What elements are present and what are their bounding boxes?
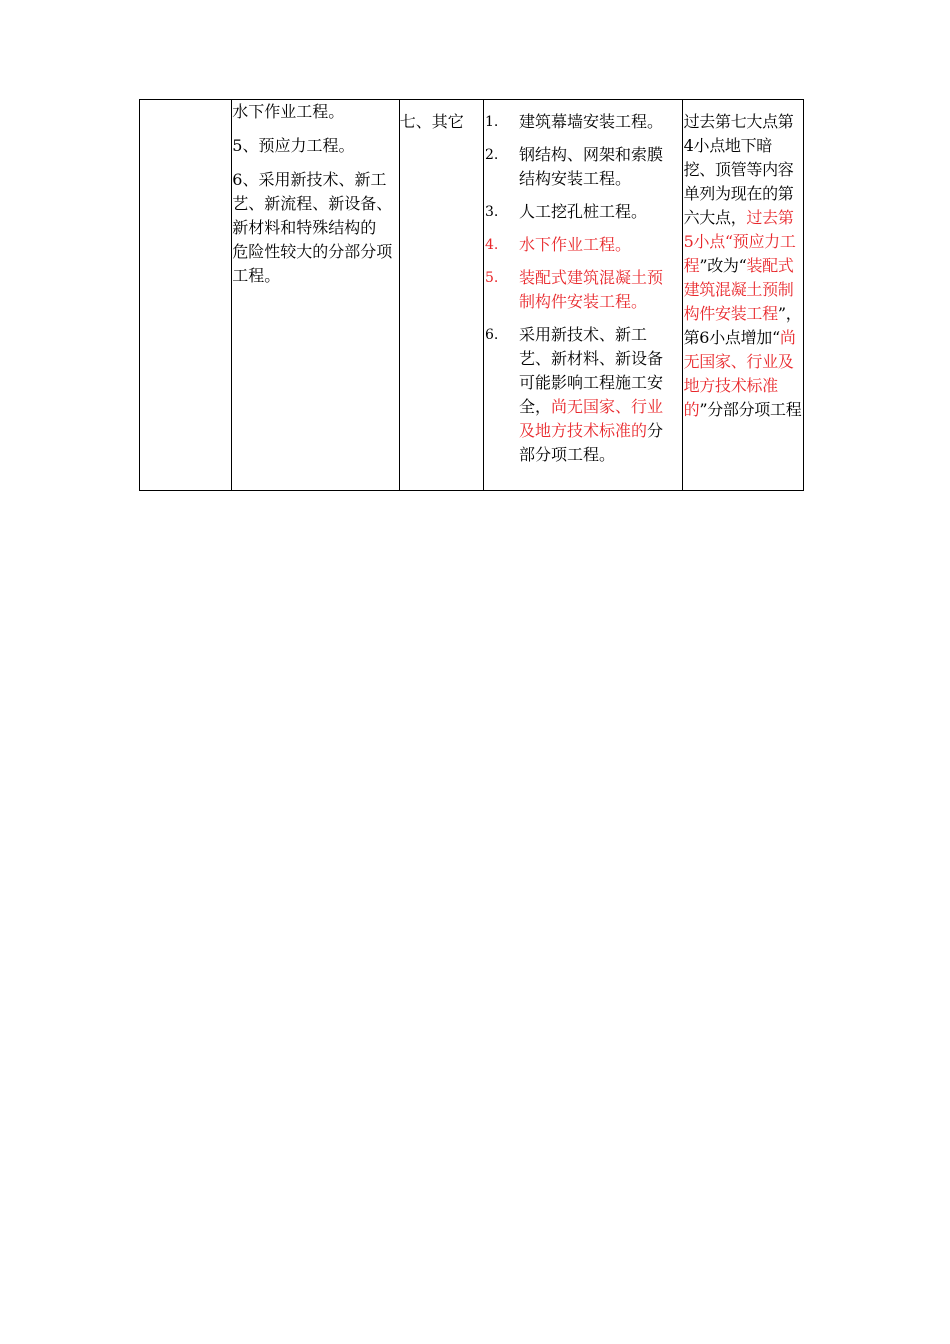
original-item-line: 5、预应力工程。 bbox=[232, 136, 355, 155]
table-cell-original-items bbox=[232, 100, 400, 491]
note-text: ”改为“ bbox=[699, 256, 747, 275]
list-text bbox=[519, 323, 682, 467]
list-number: 1. bbox=[485, 114, 499, 130]
list-text: 建筑幕墙安装工程。 bbox=[519, 112, 664, 131]
note-highlight: 尚无国家、行业及地方技术标准的 bbox=[683, 328, 796, 419]
table-cell-notes bbox=[682, 100, 803, 491]
table-cell-new-items bbox=[484, 100, 683, 491]
note-text: ”分部分项工程 bbox=[699, 400, 802, 419]
note-text: 过去第七大点第4小点地下暗挖、顶管等内容单列为现在的第六大点， bbox=[683, 112, 794, 227]
table-cell-category bbox=[399, 100, 483, 491]
original-item-line: 6、采用新技术、新工艺、新流程、新设备、新材料和特殊结构的 危险性较大的分部分项工程。 bbox=[232, 170, 393, 285]
list-item bbox=[484, 266, 682, 314]
list-text-part: 采用新技术、新工艺、新材料、新设备可能影响工程施工安全， bbox=[519, 325, 664, 416]
table-cell-empty bbox=[140, 100, 232, 491]
list-text: 装配式建筑混凝土预制构件安装工程。 bbox=[519, 268, 664, 311]
list-item bbox=[484, 323, 682, 467]
category-heading: 七、其它 bbox=[399, 112, 464, 131]
document-table bbox=[139, 99, 804, 491]
list-number: 3. bbox=[485, 204, 499, 220]
list-text-part: 分部分项工程。 bbox=[519, 421, 664, 464]
table-row bbox=[140, 100, 804, 491]
list-number: 2. bbox=[485, 147, 499, 163]
list-item bbox=[484, 143, 682, 191]
list-text: 钢结构、网架和索膜结构安装工程。 bbox=[519, 145, 664, 188]
list-text: 人工挖孔桩工程。 bbox=[519, 202, 648, 221]
change-note bbox=[683, 100, 803, 422]
list-number: 5. bbox=[485, 270, 499, 286]
list-number: 6. bbox=[485, 327, 499, 343]
list-number: 4. bbox=[485, 237, 499, 253]
list-item bbox=[484, 200, 682, 224]
note-highlight: 装配式建筑混凝土预制构件安装工程 bbox=[683, 256, 794, 323]
list-text: 水下作业工程。 bbox=[519, 235, 632, 254]
note-text: ”，第6小点增加“ bbox=[683, 304, 802, 347]
original-item-line: 水下作业工程。 bbox=[232, 102, 345, 121]
list-text-highlight: 尚无国家、行业及地方技术标准的 bbox=[519, 397, 664, 440]
note-highlight: 过去第5小点“预应力工程 bbox=[683, 208, 796, 275]
list-item bbox=[484, 110, 682, 134]
list-item bbox=[484, 233, 682, 257]
